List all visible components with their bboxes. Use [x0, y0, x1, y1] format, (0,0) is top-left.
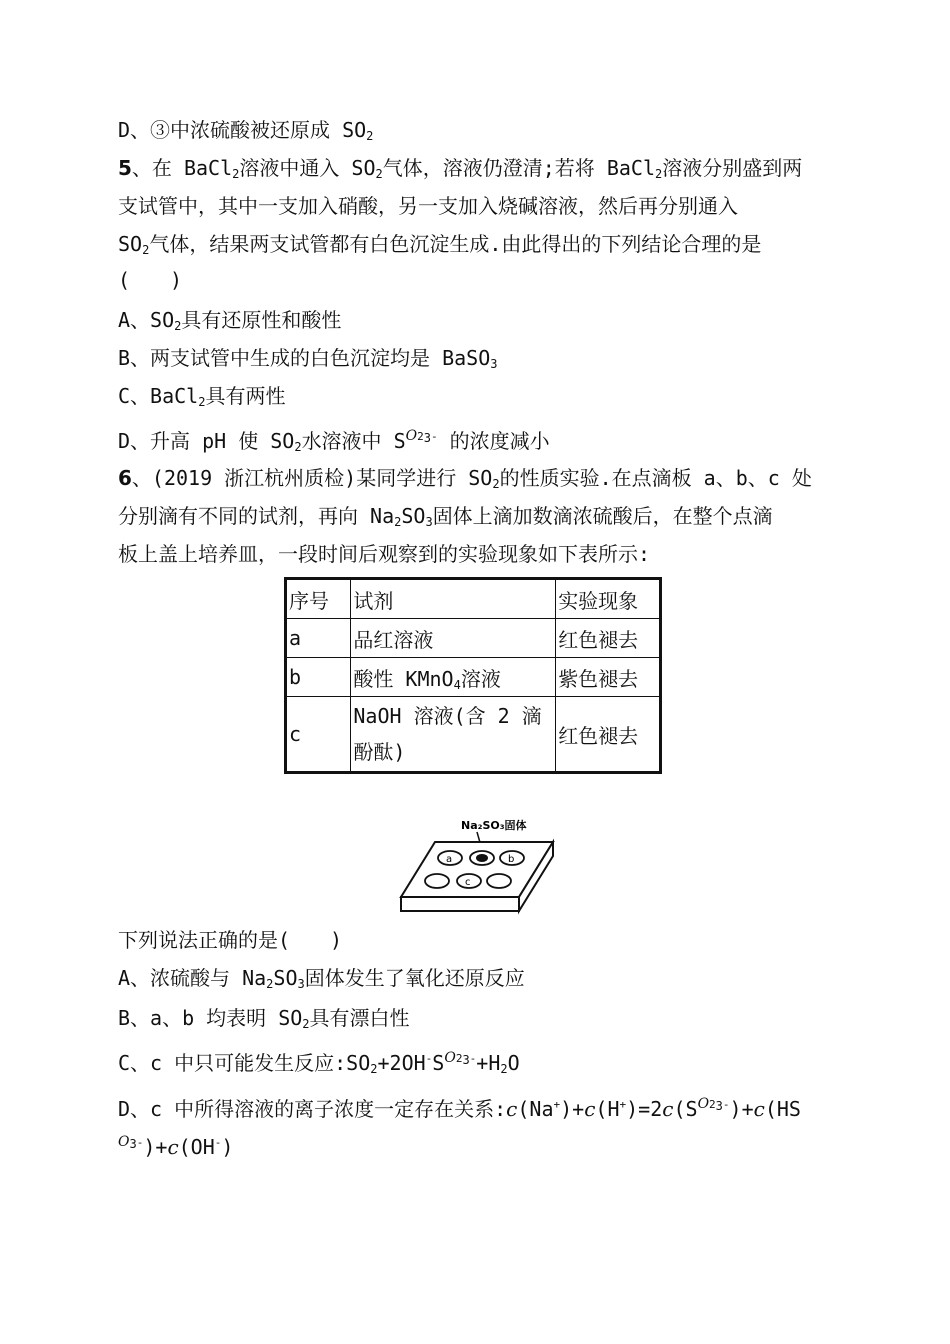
q5-line-4: ( ): [118, 268, 183, 292]
q6-option-c: C、c 中只可能发生反应$:SO_2+2OH^-S^{O2}_3^-+H_2O$: [118, 1050, 520, 1076]
q6-option-a: A、浓硫酸与 $Na_2SO_3$固体发生了氧化还原反应: [118, 966, 525, 991]
q5-line-2: 支试管中，其中一支加入硝酸，另一支加入烧碱溶液，然后再分别通入: [118, 194, 738, 218]
q6-line-2: 分别滴有不同的试剂，再向 $Na_2SO_3$固体上滴加数滴浓硫酸后，在整个点滴: [118, 504, 773, 529]
plate-front: [401, 897, 519, 911]
table-row: [286, 697, 661, 773]
figure-label: Na₂SO₃固体: [461, 819, 527, 832]
q6-line-1: 6、(2019 浙江杭州质检)某同学进行 $SO_2$的性质实验.在点滴板 a、b、c 处: [118, 466, 812, 491]
q5-option-c: C、BaCl$_2$具有两性: [118, 384, 286, 409]
well-a-label: a: [446, 854, 453, 865]
q6-line-3: 板上盖上培养皿，一段时间后观察到的实验现象如下表所示:: [118, 542, 651, 566]
q5-option-a: A、$SO_2$具有还原性和酸性: [118, 308, 342, 333]
table-cell: 酸性 KMnO$_4$溶液: [351, 658, 556, 697]
q6-number: 6: [118, 466, 132, 490]
q6-option-d-cont: $^O_3$-)+c(OH-): [118, 1134, 234, 1159]
table-cell: 品红溶液: [351, 619, 556, 658]
table-cell: NaOH 溶液(含 2 滴酚酞): [351, 697, 556, 773]
table-cell: a: [286, 619, 351, 658]
table-cell: 红色褪去: [556, 619, 661, 658]
table-header-row: [286, 579, 661, 619]
header-cell: 序号: [286, 579, 351, 619]
q5-number: 5: [118, 156, 132, 180]
q4-option-d: D、③中浓硫酸被还原成 $SO_2$: [118, 118, 374, 143]
q6-option-d: D、c 中所得溶液的离子浓度一定存在关系$:c(Na^+)+c(H^+)=2c(S^{O2}_3^-)+c(HS$: [118, 1096, 801, 1121]
experiment-table: [284, 577, 662, 774]
q5-option-b: B、两支试管中生成的白色沉淀均是 BaSO$_3$: [118, 346, 498, 371]
q6-question: 下列说法正确的是( ): [118, 928, 343, 952]
table-cell: 紫色褪去: [556, 658, 661, 697]
table-row: [286, 619, 661, 658]
header-cell: 实验现象: [556, 579, 661, 619]
table-cell: c: [286, 697, 351, 773]
table-row: [286, 658, 661, 697]
q5-option-d: D、升高 pH 使 $SO_2$水溶液中 $S^{O2}_3^-$ 的浓度减小: [118, 428, 550, 454]
table-cell: b: [286, 658, 351, 697]
q5-line-1: 5、在 BaCl$_2$溶液中通入 $SO_2$气体，溶液仍澄清;若将 BaCl$_2$溶液分别盛到两: [118, 156, 803, 181]
q5-line-3: $SO_2$气体，结果两支试管都有白色沉淀生成.由此得出的下列结论合理的是: [118, 232, 762, 257]
well-c-label: c: [465, 877, 471, 888]
table-cell: 红色褪去: [556, 697, 661, 773]
spot-plate-figure: [395, 815, 565, 925]
q6-option-b: B、a、b 均表明 $SO_2$具有漂白性: [118, 1006, 410, 1031]
well-b-label: b: [508, 854, 515, 865]
header-cell: 试剂: [351, 579, 556, 619]
solid-sample: [476, 854, 488, 862]
